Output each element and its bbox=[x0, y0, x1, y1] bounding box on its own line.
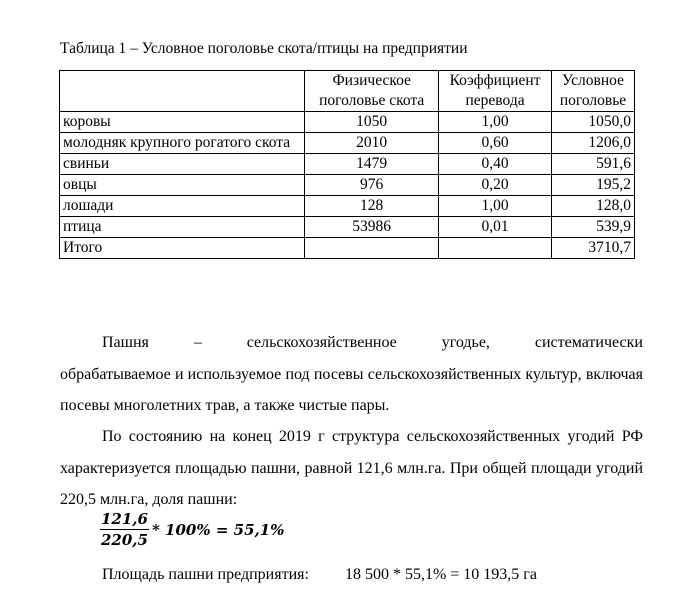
arable-definition-paragraph bbox=[60, 327, 643, 422]
header-cell-physical-count: Физическое поголовье скота bbox=[305, 71, 439, 112]
arable-area-value: 18 500 * 55,1% = 10 193,5 га bbox=[344, 566, 537, 583]
table-row bbox=[60, 154, 635, 175]
coefficient-cell bbox=[439, 238, 552, 259]
paragraph-word: угодье, bbox=[441, 334, 490, 351]
conditional-count-cell: 1050,0 bbox=[552, 112, 635, 133]
coefficient-cell: 1,00 bbox=[439, 112, 552, 133]
arable-area-line bbox=[102, 566, 537, 584]
table-row bbox=[60, 112, 635, 133]
conditional-count-cell: 1206,0 bbox=[552, 133, 635, 154]
paragraph-word: систематически bbox=[534, 334, 643, 351]
paragraph-text: По состоянию на конец 2019 г структура сельскохозяйственных угодий РФ характеризуется площадью пашни, равной 121,6 млн.га. При общей площади угодий 220,5 млн.га, доля пашни: bbox=[60, 428, 643, 508]
header-cell-conversion-coefficient: Коэффициент перевода bbox=[439, 71, 552, 112]
table-row bbox=[60, 175, 635, 196]
physical-count-cell: 53986 bbox=[305, 217, 439, 238]
row-label: лошади bbox=[60, 196, 305, 217]
header-cell-empty bbox=[60, 71, 305, 112]
table-caption: Таблица 1 – Условное поголовье скота/птицы на предприятии bbox=[60, 40, 468, 57]
table-row bbox=[60, 217, 635, 238]
table-row bbox=[60, 133, 635, 154]
physical-count-cell: 128 bbox=[305, 196, 439, 217]
row-label: молодняк крупного рогатого скота bbox=[60, 133, 305, 154]
conditional-count-cell: 128,0 bbox=[552, 196, 635, 217]
paragraph-word: сельскохозяйственное bbox=[246, 334, 397, 351]
physical-count-cell: 1050 bbox=[305, 112, 439, 133]
coefficient-cell: 1,00 bbox=[439, 196, 552, 217]
coefficient-cell: 0,60 bbox=[439, 133, 552, 154]
formula-result: * 100% = 55,1% bbox=[151, 520, 285, 539]
row-label: коровы bbox=[60, 112, 305, 133]
conditional-count-cell: 195,2 bbox=[552, 175, 635, 196]
arable-area-label: Площадь пашни предприятия: bbox=[102, 566, 309, 583]
table-row bbox=[60, 196, 635, 217]
conditional-count-cell: 591,6 bbox=[552, 154, 635, 175]
paragraph-first-line bbox=[60, 327, 643, 359]
row-label: птица bbox=[60, 217, 305, 238]
structure-paragraph bbox=[60, 421, 643, 516]
row-label: овцы bbox=[60, 175, 305, 196]
formula-numerator: 121,6 bbox=[101, 510, 148, 528]
formula-denominator: 220,5 bbox=[101, 531, 148, 549]
arable-share-formula bbox=[100, 510, 284, 549]
header-cell-conditional-count: Условное поголовье bbox=[552, 71, 635, 112]
livestock-table bbox=[59, 70, 635, 259]
physical-count-cell: 976 bbox=[305, 175, 439, 196]
physical-count-cell: 2010 bbox=[305, 133, 439, 154]
paragraph-text: обрабатываемое и используемое под посевы сельскохозяйственных культур, включая посевы многолетних трав, а также чистые пары. bbox=[60, 365, 643, 414]
total-label: Итого bbox=[60, 238, 305, 259]
physical-count-cell bbox=[305, 238, 439, 259]
coefficient-cell: 0,40 bbox=[439, 154, 552, 175]
coefficient-cell: 0,20 bbox=[439, 175, 552, 196]
row-label: свиньи bbox=[60, 154, 305, 175]
paragraph-word: – bbox=[193, 334, 202, 351]
table-total-row bbox=[60, 238, 635, 259]
paragraph-word: Пашня bbox=[102, 334, 149, 351]
coefficient-cell: 0,01 bbox=[439, 217, 552, 238]
table-header-row bbox=[60, 71, 635, 112]
total-value: 3710,7 bbox=[552, 238, 635, 259]
physical-count-cell: 1479 bbox=[305, 154, 439, 175]
formula-fraction bbox=[100, 510, 149, 549]
conditional-count-cell: 539,9 bbox=[552, 217, 635, 238]
